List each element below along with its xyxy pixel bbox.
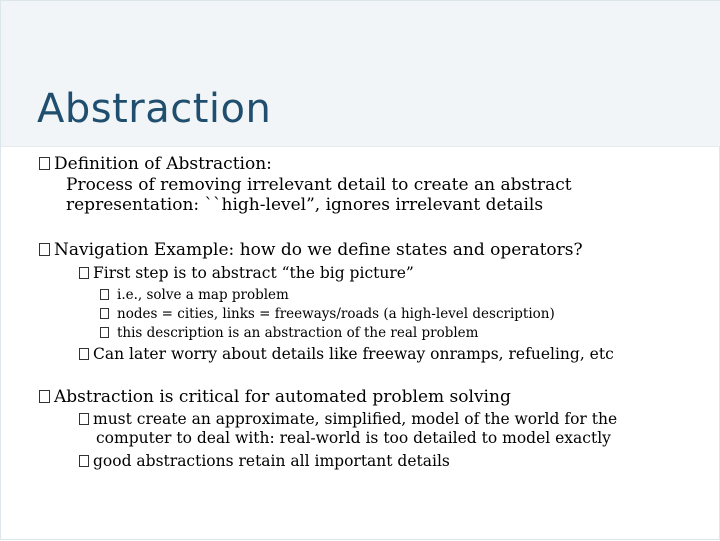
bullet-text: Definition of Abstraction: (54, 154, 272, 174)
sub-bullet-text: must create an approximate, simplified, model of the world for the (93, 410, 618, 428)
square-bullet-icon (100, 308, 109, 319)
bullet-definition (39, 156, 272, 173)
sub-bullet-approximate-model (79, 412, 617, 428)
sub-sub-bullet-text: i.e., solve a map problem (117, 287, 289, 303)
slide-content (1, 1, 720, 541)
definition-line-1: Process of removing irrelevant detail to create an abstract (66, 175, 572, 195)
square-bullet-icon (100, 289, 109, 300)
sub-bullet-text: Can later worry about details like freeway onramps, refueling, etc (93, 345, 614, 363)
sub-sub-bullet-abstraction-of-real (100, 326, 478, 341)
definition-line-2: representation: ``high-level”, ignores irrelevant details (66, 195, 544, 215)
bullet-text: Navigation Example: how do we define states and operators? (54, 240, 583, 260)
sub-sub-bullet-text: nodes = cities, links = freeways/roads (a high-level description) (117, 306, 555, 322)
sub-sub-bullet-text: this description is an abstraction of the real problem (117, 325, 479, 341)
sub-bullet-good-abstractions (79, 454, 450, 470)
square-bullet-icon (39, 390, 50, 403)
sub-sub-bullet-map-problem (100, 288, 289, 303)
square-bullet-icon (39, 243, 50, 256)
bullet-critical (39, 389, 511, 406)
sub-bullet-later-worry (79, 347, 614, 363)
square-bullet-icon (79, 455, 89, 467)
bullet-navigation-example (39, 242, 583, 259)
sub-bullet-first-step (79, 266, 414, 282)
square-bullet-icon (100, 327, 109, 338)
square-bullet-icon (79, 348, 89, 360)
sub-bullet-approximate-model-cont: computer to deal with: real-world is too detailed to model exactly (96, 429, 611, 447)
square-bullet-icon (79, 267, 89, 279)
bullet-text: Abstraction is critical for automated problem solving (54, 387, 511, 407)
sub-bullet-text: First step is to abstract “the big picture” (93, 264, 414, 282)
slide-title: Abstraction (37, 86, 272, 132)
square-bullet-icon (79, 413, 89, 425)
square-bullet-icon (39, 157, 50, 170)
sub-sub-bullet-nodes-links (100, 307, 555, 322)
sub-bullet-text: good abstractions retain all important details (93, 452, 450, 470)
